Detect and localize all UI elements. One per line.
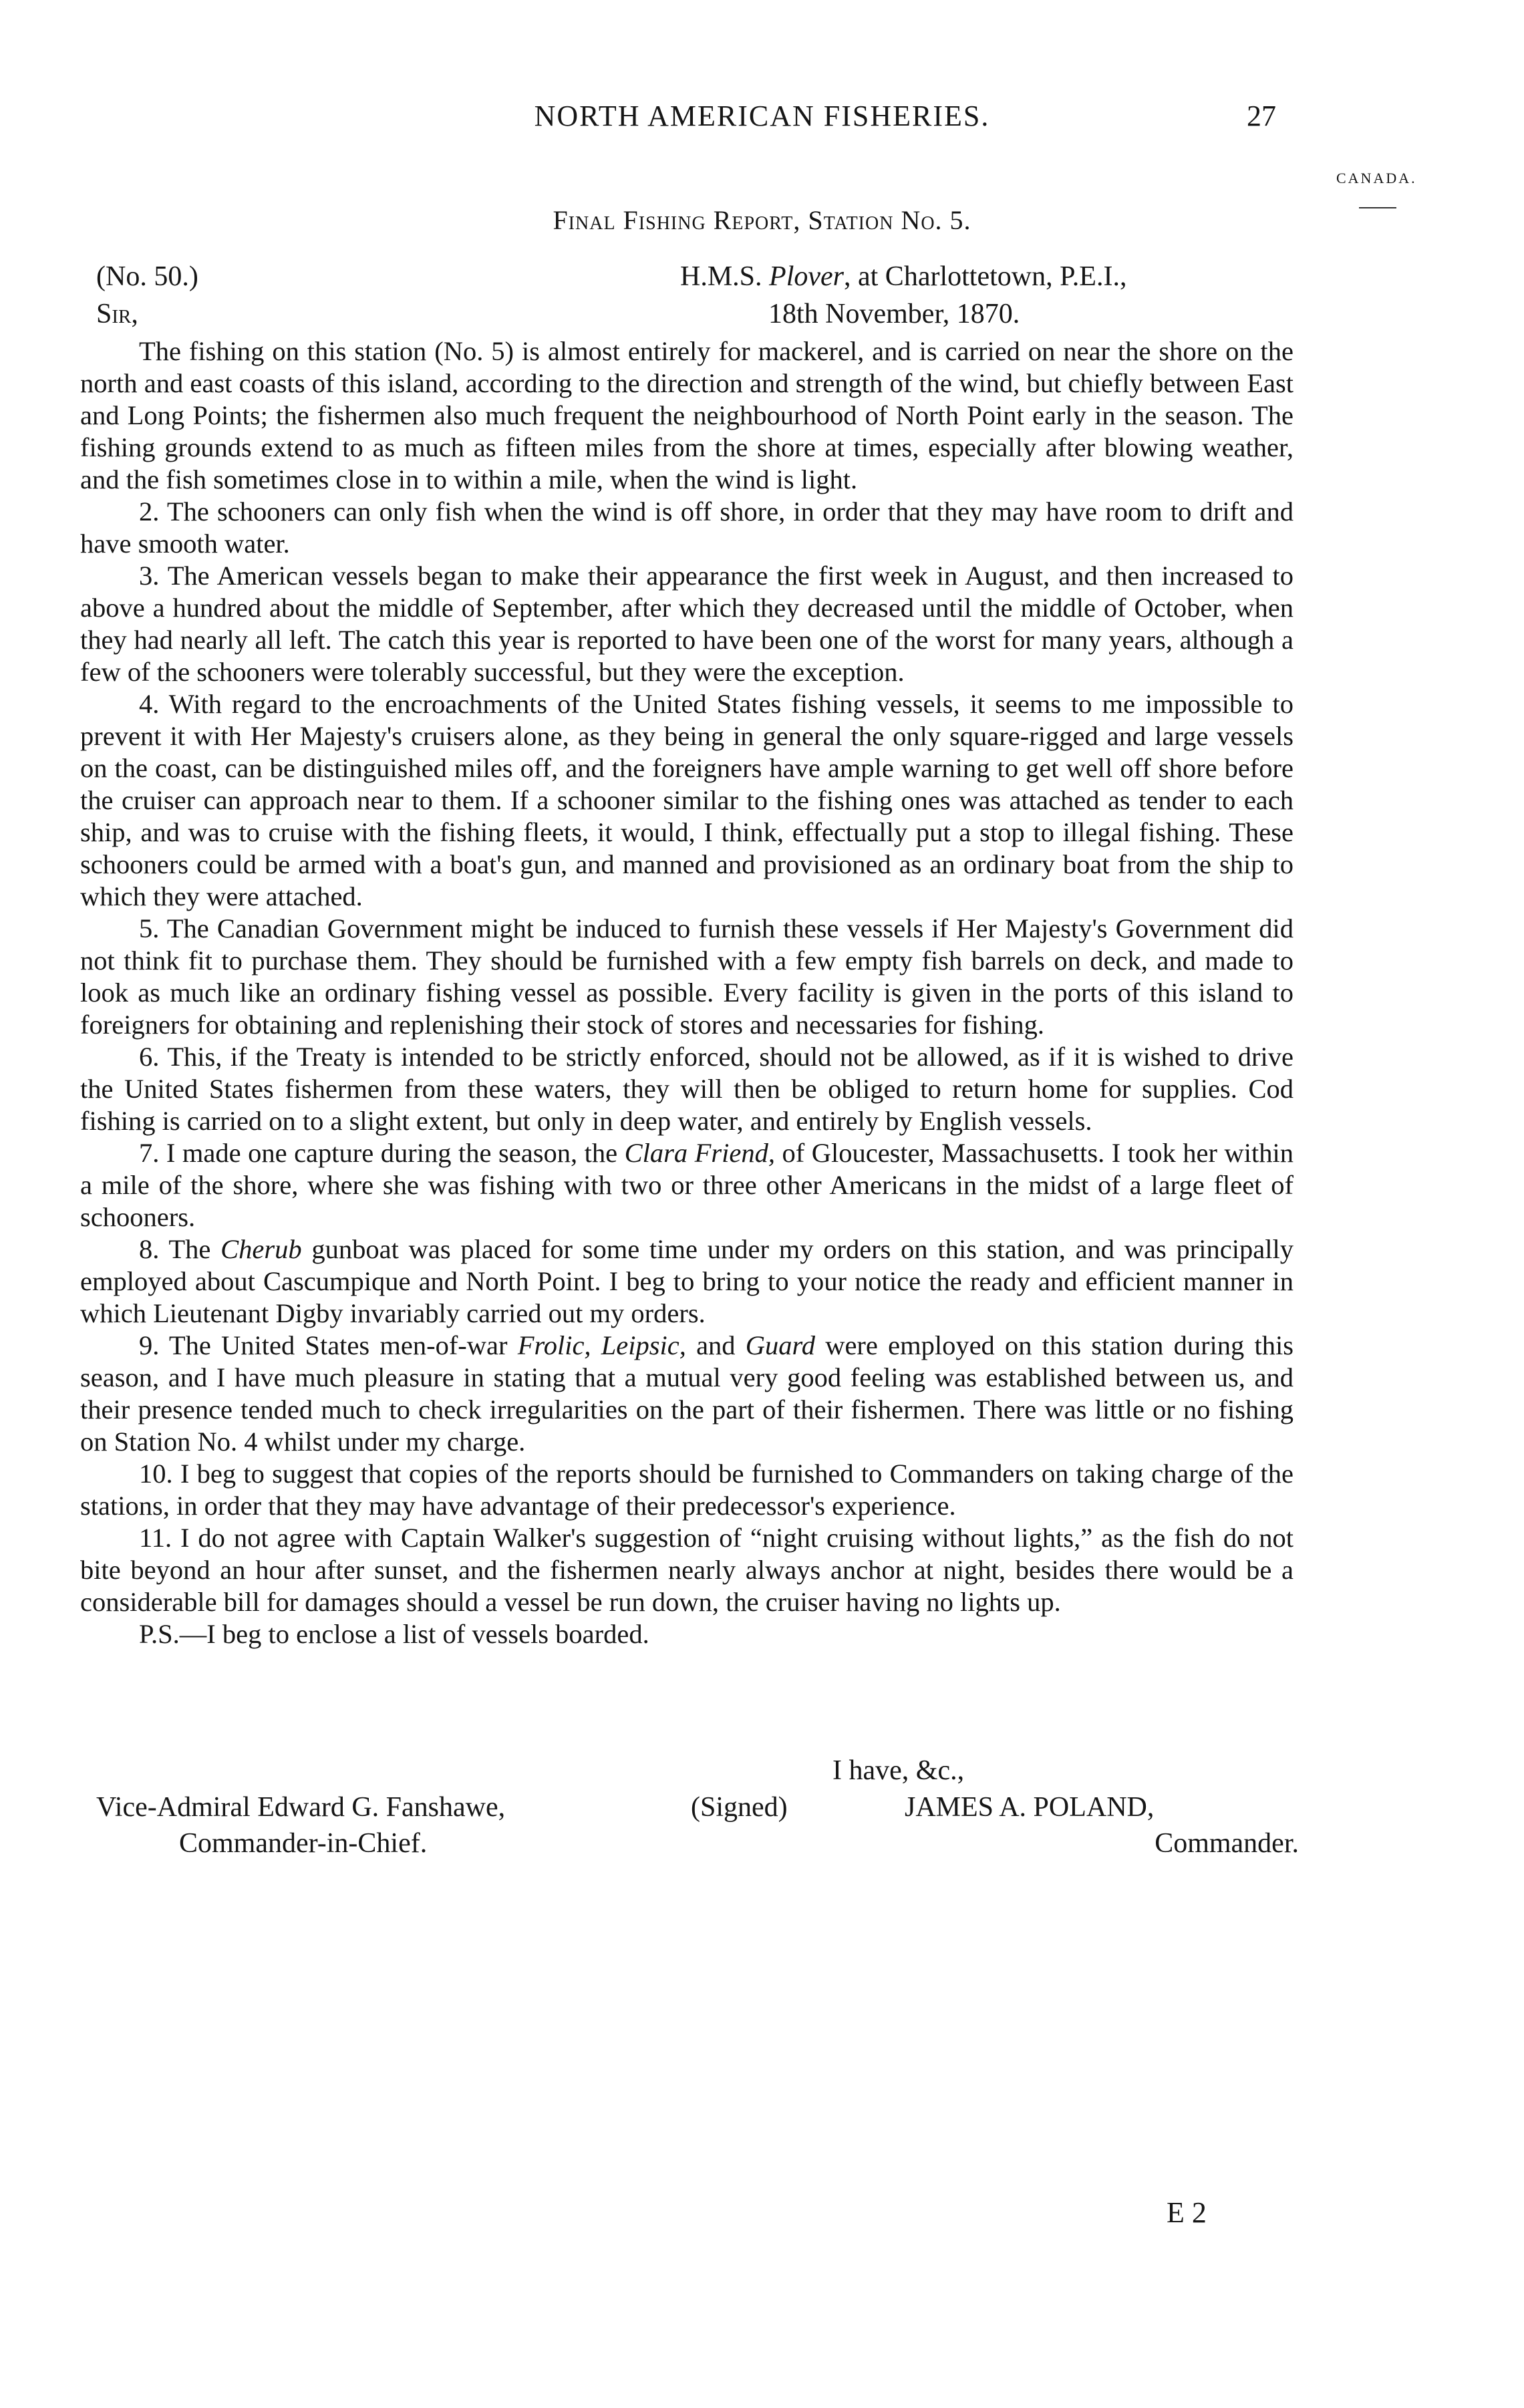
ship-name: Plover	[769, 261, 844, 292]
paragraph	[80, 335, 1293, 496]
text-run: 11. I do not agree with Captain Walker's suggestion of “night cruising without lights,” as the fish do not bite beyond an hour after sunset, and the fishermen nearly always anchor at night, besides there would be a considerable bill for damages should a vessel be run down, the cruiser having no lights up.	[80, 1523, 1293, 1617]
ship-prefix: H.M.S.	[680, 261, 770, 292]
text-run: 9. The United States men-of-war	[139, 1330, 518, 1360]
paragraph	[80, 913, 1293, 1041]
dateline-row	[96, 258, 1307, 295]
text-run: 5. The Canadian Government might be induced to furnish these vessels if Her Majesty's Government did not think fit to purchase them. They should be furnished with a few empty fish barrels on deck, and made to look as much like an ordinary fishing vessel as possible. Every facility is given in the ports of this island to foreigners for obtaining and replenishing their stock of stores and necessaries for fishing.	[80, 913, 1293, 1040]
letter-body	[80, 335, 1293, 1650]
paragraph	[80, 1458, 1293, 1522]
text-run: 7. I made one capture during the season, the	[139, 1138, 625, 1168]
text-run: were employed on this station during this season, and I have much pleasure in stating that a mutual very good feeling was established between us, and their presence tended much to check irregularities on the part of their fishermen. There was little or no fishing on Station No. 4 whilst under my charge.	[80, 1330, 1294, 1457]
addressee: Vice-Admiral Edward G. Fanshawe,	[96, 1792, 506, 1823]
salutation: Sir,	[96, 299, 138, 329]
report-heading: Final Fishing Report, Station No. 5.	[553, 205, 971, 235]
paragraph	[80, 496, 1293, 560]
letter-number: (No. 50.)	[96, 261, 198, 292]
text-run: 8. The	[139, 1234, 221, 1264]
paragraph	[80, 1522, 1293, 1618]
paragraph	[80, 1233, 1293, 1330]
text-run: 4. With regard to the encroachments of the United States fishing vessels, it seems to me impossible to prevent it with Her Majesty's cruisers alone, as they being in general the only square-rigged and large vessels on the coast, can be distinguished miles off, and the foreigners have ample warning to get well off shore before the cruiser can approach near to them. If a schooner similar to the fishing ones was attached as tender to each ship, and was to cruise with the fishing fleets, it would, I think, effectually put a stop to illegal fishing. These schooners could be armed with a boat's gun, and manned and provisioned as an ordinary boat from the ship to which they were attached.	[80, 689, 1293, 911]
text-run: 6. This, if the Treaty is intended to be strictly enforced, should not be allowed, as if it is wished to drive the United States fishermen from these waters, they will then be obliged to return home for supplies. Cod fishing is carried on to a slight extent, but only in deep water, and entirely by English vessels.	[80, 1042, 1293, 1136]
signature-row	[96, 1789, 1299, 1825]
text-run: 3. The American vessels began to make their appearance the first week in August, and then increased to above a hundred about the middle of September, after which they decreased until the middle of October, when they had nearly all left. The catch this year is reported to have been one of the worst for many years, although a few of the schooners were tolerably successful, but they were the exception.	[80, 561, 1293, 687]
text-run: The fishing on this station (No. 5) is almost entirely for mackerel, and is carried on near the shore on the north and east coasts of this island, according to the direction and strength of the wind, but chiefly between East and Long Points; the fishermen also much frequent the neighbourhood of North Point early in the season. The fishing grounds extend to as much as fifteen miles from the shore at times, especially after blowing weather, and the fish sometimes close in to within a mile, when the wind is light.	[80, 336, 1293, 494]
paragraph	[80, 1618, 1293, 1650]
place: , at Charlottetown, P.E.I.,	[844, 261, 1127, 292]
paragraph	[80, 560, 1293, 688]
sheet-signature: E 2	[1167, 2196, 1207, 2229]
margin-note: CANADA.	[1336, 170, 1417, 186]
italic-name: Frolic, Leipsic,	[517, 1330, 686, 1360]
addressee-title: Commander-in-Chief.	[179, 1828, 428, 1859]
signatory: JAMES A. POLAND,	[905, 1792, 1155, 1823]
paragraph	[80, 1330, 1293, 1458]
valediction: I have, &c.,	[832, 1755, 965, 1786]
paragraph	[80, 1041, 1293, 1137]
signature-title-row	[96, 1825, 1299, 1861]
text-run: of Gloucester, Massachusetts. I took her within a mile of the shore, where she was fishing with two or three other Americans in the midst of a large fleet of schooners.	[80, 1138, 1293, 1232]
italic-name: Guard	[745, 1330, 816, 1360]
text-run: P.S.—I beg to enclose a list of vessels boarded.	[139, 1619, 649, 1649]
italic-name: Clara Friend,	[624, 1138, 775, 1168]
text-run: 2. The schooners can only fish when the wind is off shore, in order that they may have room to drift and have smooth water.	[80, 496, 1293, 559]
signed-mark: (Signed)	[691, 1792, 788, 1823]
dateline-place	[680, 258, 1126, 295]
paragraph	[80, 688, 1293, 913]
text-run: 10. I beg to suggest that copies of the reports should be furnished to Commanders on taking charge of the stations, in order that they may have advantage of their predecessor's experience.	[80, 1459, 1293, 1521]
text-run: and	[685, 1330, 746, 1360]
paragraph	[80, 1137, 1293, 1233]
text-run: gunboat was placed for some time under my orders on this station, and was principally employed about Cascumpique and North Point. I beg to bring to your notice the ready and efficient manner in which Lieutenant Digby invariably carried out my orders.	[80, 1234, 1293, 1328]
signatory-rank: Commander.	[1155, 1828, 1299, 1859]
italic-name: Cherub	[220, 1234, 302, 1264]
salutation-row	[96, 295, 1307, 333]
running-title: NORTH AMERICAN FISHERIES.	[534, 100, 990, 132]
page-number: 27	[1247, 100, 1276, 132]
letter-date: 18th November, 1870.	[768, 299, 1020, 329]
